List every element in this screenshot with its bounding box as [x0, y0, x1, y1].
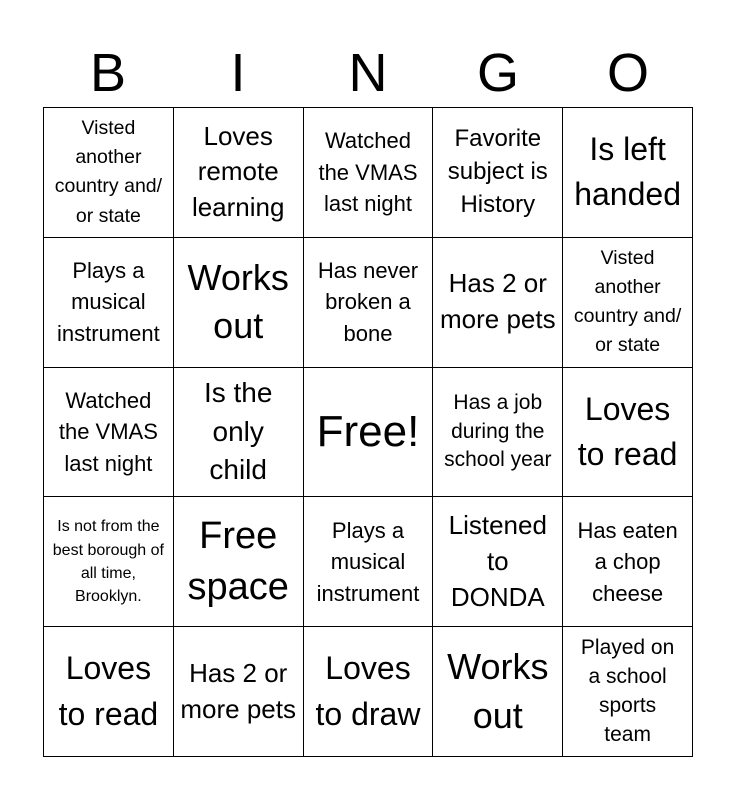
- cell-text: Listened to DONDA: [448, 509, 547, 612]
- header-letter-n: N: [348, 43, 388, 103]
- bingo-cell[interactable]: [44, 627, 174, 757]
- cell-text: Is not from the best borough of all time, Brooklyn.: [52, 518, 164, 605]
- cell-text: Favorite subject is History: [447, 125, 548, 218]
- bingo-cell[interactable]: [304, 108, 434, 238]
- cell-text: Plays a musical instrument: [316, 517, 420, 606]
- header-letter-g: G: [476, 43, 519, 103]
- cell-text: Loves to read: [58, 650, 159, 732]
- header-letter-b: B: [89, 43, 127, 103]
- cell-text: Watched the VMAS last night: [58, 387, 158, 476]
- header-letter-i: I: [230, 43, 246, 103]
- bingo-board: [43, 107, 693, 757]
- cell-text: Is the only child: [203, 377, 273, 486]
- bingo-cell[interactable]: [174, 627, 304, 757]
- bingo-cell[interactable]: [44, 108, 174, 238]
- bingo-cell[interactable]: [563, 497, 693, 627]
- bingo-header: [43, 38, 693, 108]
- cell-text: Is left handed: [574, 130, 681, 213]
- header-letter-o: O: [606, 43, 649, 103]
- cell-text: Visted another country and/ or state: [573, 246, 682, 357]
- cell-text: Visted another country and/ or state: [54, 116, 163, 227]
- cell-text: Played on a school sports team: [580, 635, 675, 746]
- cell-text: Has eaten a chop cheese: [577, 517, 678, 606]
- bingo-cell[interactable]: [433, 497, 563, 627]
- bingo-cell[interactable]: [44, 368, 174, 498]
- cell-text: Has a job during the school year: [444, 390, 552, 472]
- cell-text: Free!: [316, 406, 420, 456]
- cell-text: Works out: [447, 646, 549, 736]
- bingo-cell[interactable]: [433, 238, 563, 368]
- cell-text: Plays a musical instrument: [57, 258, 160, 346]
- bingo-cell[interactable]: [44, 238, 174, 368]
- bingo-cell[interactable]: [174, 368, 304, 498]
- bingo-cell[interactable]: [174, 497, 304, 627]
- bingo-cell[interactable]: [44, 497, 174, 627]
- bingo-cell[interactable]: [433, 627, 563, 757]
- cell-text: Has never broken a bone: [317, 258, 419, 346]
- cell-text: Loves remote learning: [191, 120, 285, 223]
- bingo-cell[interactable]: [563, 108, 693, 238]
- bingo-cell[interactable]: [174, 108, 304, 238]
- bingo-cell[interactable]: [304, 368, 434, 498]
- cell-text: Free space: [187, 514, 289, 608]
- cell-text: Watched the VMAS last night: [318, 128, 418, 217]
- cell-text: Has 2 or more pets: [439, 268, 556, 335]
- bingo-cell[interactable]: [304, 627, 434, 757]
- bingo-cell[interactable]: [174, 238, 304, 368]
- bingo-cell[interactable]: [563, 238, 693, 368]
- cell-text: Works out: [187, 256, 289, 347]
- cell-text: Has 2 or more pets: [180, 657, 296, 724]
- bingo-cell[interactable]: [563, 368, 693, 498]
- cell-text: Loves to read: [577, 390, 678, 472]
- bingo-cell[interactable]: [563, 627, 693, 757]
- cell-text: Loves to draw: [315, 650, 421, 732]
- bingo-cell[interactable]: [304, 497, 434, 627]
- bingo-cell[interactable]: [433, 368, 563, 498]
- bingo-cell[interactable]: [433, 108, 563, 238]
- bingo-cell[interactable]: [304, 238, 434, 368]
